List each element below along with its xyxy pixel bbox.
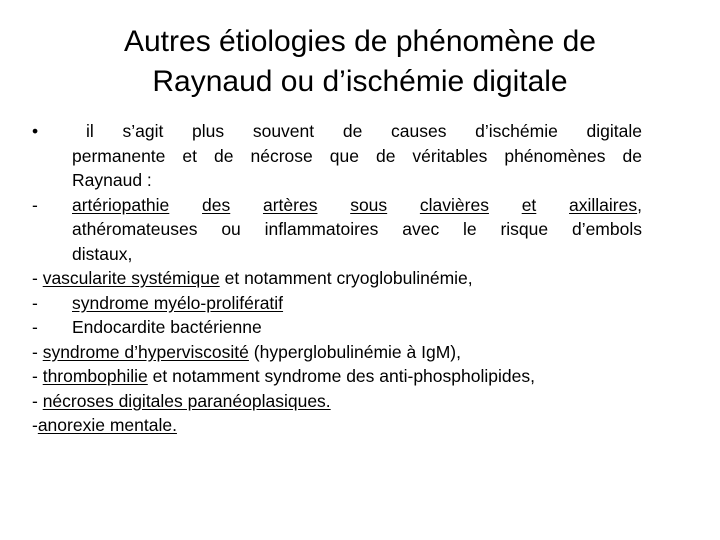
necroses-term: nécroses digitales paranéoplasiques. [42, 390, 331, 411]
arterio-line-3: distaux, [72, 243, 133, 264]
slide-title-line-1: Autres étiologies de phénomène de [123, 25, 596, 58]
arterio-line-2: athéromateuses ou inflammatoires avec le risque d’embols [72, 219, 642, 239]
endocardite-term: Endocardite bactérienne [72, 317, 262, 337]
thrombophilie-term: thrombophilie [42, 366, 148, 386]
myelo-term: syndrome myélo-prolifératif [72, 292, 284, 313]
list-item-anorexie: -anorexie mentale. [32, 415, 177, 435]
intro-line-3: Raynaud : [72, 170, 152, 190]
list-item-necroses: - nécroses digitales paranéoplasiques. [32, 390, 331, 411]
slide-title [60, 22, 660, 102]
arterio-line-1: artériopathie des artères sous clavières et axillaires, [72, 194, 642, 215]
list-item-myelo: - syndrome myélo-prolifératif [32, 292, 284, 313]
slide-title-line-2: Raynaud ou d’ischémie digitale [152, 65, 568, 98]
list-item-endocardite: - Endocardite bactérienne [32, 317, 262, 337]
slide-body [32, 119, 642, 438]
intro-line-1: il s’agit plus souvent de causes d’ischémie digitale [86, 121, 642, 141]
hyperviscosite-term: syndrome d’hyperviscosité [42, 341, 249, 362]
list-item-hyperviscosite: - syndrome d’hyperviscosité (hyperglobulinémie à IgM), [32, 341, 461, 362]
bullet-marker: • [32, 121, 39, 141]
intro-line-2: permanente et de nécrose que de véritables phénomènes de [72, 145, 642, 166]
anorexie-term: anorexie mentale. [37, 415, 177, 435]
vascularite-term: vascularite systémique [42, 268, 220, 288]
list-item-thrombophilie: - thrombophilie et notamment syndrome des anti-phospholipides, [32, 366, 535, 386]
dash-marker: - [32, 194, 38, 215]
list-item-arteriopathie [32, 193, 642, 267]
list-item-vascularite: - vascularite systémique et notamment cryoglobulinémie, [32, 268, 473, 288]
intro-paragraph [32, 119, 642, 193]
